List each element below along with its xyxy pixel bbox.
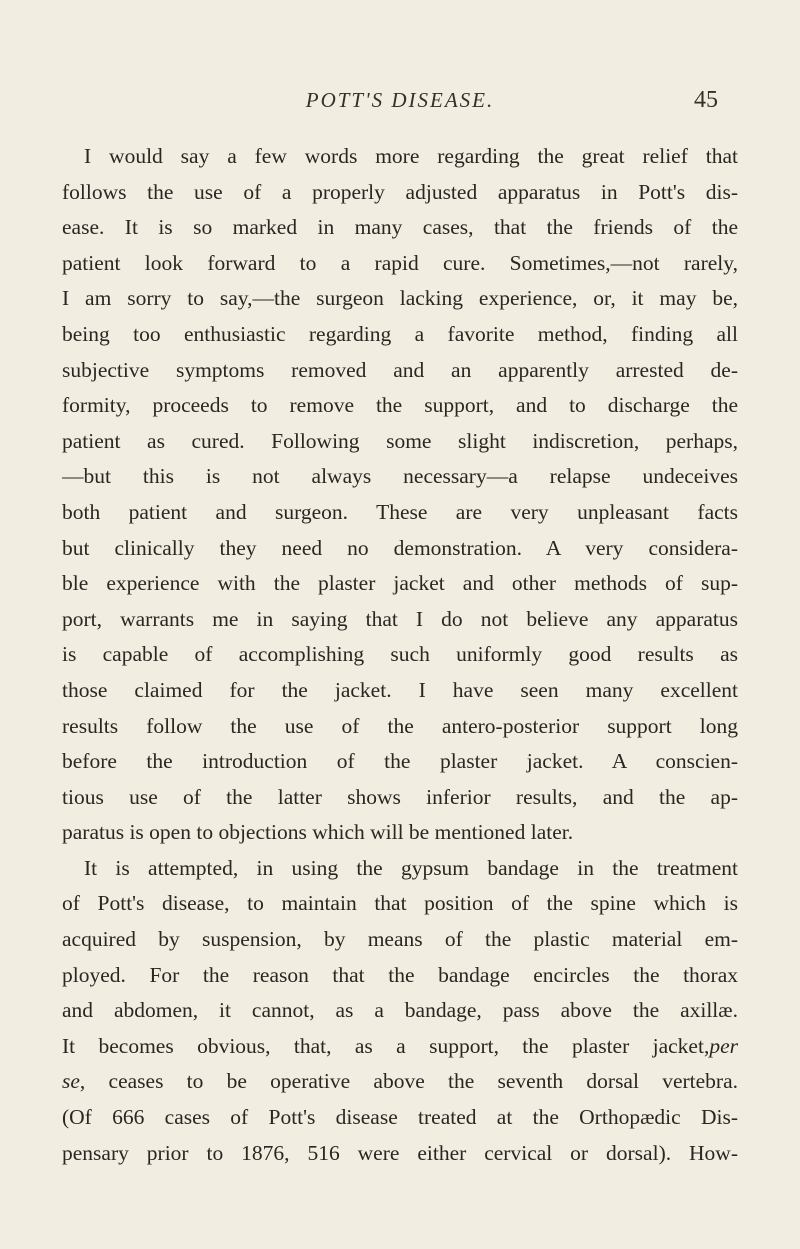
text-line: It is attempted, in using the gypsum bandage in the treatment [84, 855, 738, 880]
running-head [0, 88, 800, 128]
text-line: patient as cured. Following some slight indiscretion, perhaps, [62, 428, 738, 453]
text-line: port, warrants me in saying that I do not believe any apparatus [62, 606, 738, 631]
text-line: follows the use of a properly adjusted apparatus in Pott's dis- [62, 179, 738, 204]
italic-text: per [709, 1033, 738, 1058]
text-line: (Of 666 cases of Pott's disease treated at the Orthopædic Dis- [62, 1105, 738, 1130]
text-line: is capable of accomplishing such uniformly good results as [62, 642, 738, 667]
body-text [62, 139, 738, 1171]
running-title: POTT'S DISEASE. [305, 88, 495, 112]
text-line: paratus is open to objections which will be mentioned later. [62, 820, 574, 845]
text-line: pensary prior to 1876, 516 were either cervical or dorsal). How- [62, 1140, 738, 1165]
text-line: patient look forward to a rapid cure. Sometimes,—not rarely, [62, 250, 738, 275]
text-line [62, 1064, 738, 1100]
text-line: but clinically they need no demonstration. A very considera- [62, 535, 738, 560]
text-line: subjective symptoms removed and an apparently arrested de- [62, 357, 738, 382]
text-line: of Pott's disease, to maintain that position of the spine which is [62, 891, 738, 916]
text-line: ployed. For the reason that the bandage encircles the thorax [62, 962, 738, 987]
text-line: both patient and surgeon. These are very unpleasant facts [62, 499, 738, 524]
text-line: and abdomen, it cannot, as a bandage, pass above the axillæ. [62, 998, 738, 1023]
text-line: tious use of the latter shows inferior results, and the ap- [62, 784, 738, 809]
text-line: those claimed for the jacket. I have seen many excellent [62, 677, 738, 702]
text-line: I would say a few words more regarding the great relief that [84, 144, 738, 168]
text-line: ease. It is so marked in many cases, that the friends of the [62, 215, 738, 240]
text-line: before the introduction of the plaster jacket. A conscien- [62, 749, 738, 774]
text-line: I am sorry to say,—the surgeon lacking experience, or, it may be, [62, 286, 738, 311]
text-line [62, 1029, 738, 1065]
text-line: acquired by suspension, by means of the plastic material em- [62, 927, 738, 952]
text-segment: , ceases to be operative above the seventh dorsal vertebra. [79, 1069, 738, 1094]
text-line: formity, proceeds to remove the support, and to discharge the [62, 393, 738, 418]
text-line: —but this is not always necessary—a relapse undeceives [62, 464, 738, 489]
text-line: results follow the use of the antero-posterior support long [62, 713, 738, 738]
page-number: 45 [694, 87, 718, 113]
text-line: ble experience with the plaster jacket and other methods of sup- [62, 571, 738, 596]
italic-text: se [62, 1069, 80, 1094]
text-segment: It becomes obvious, that, as a support, the plaster jacket, [62, 1033, 710, 1058]
text-line: being too enthusiastic regarding a favorite method, finding all [62, 321, 738, 346]
